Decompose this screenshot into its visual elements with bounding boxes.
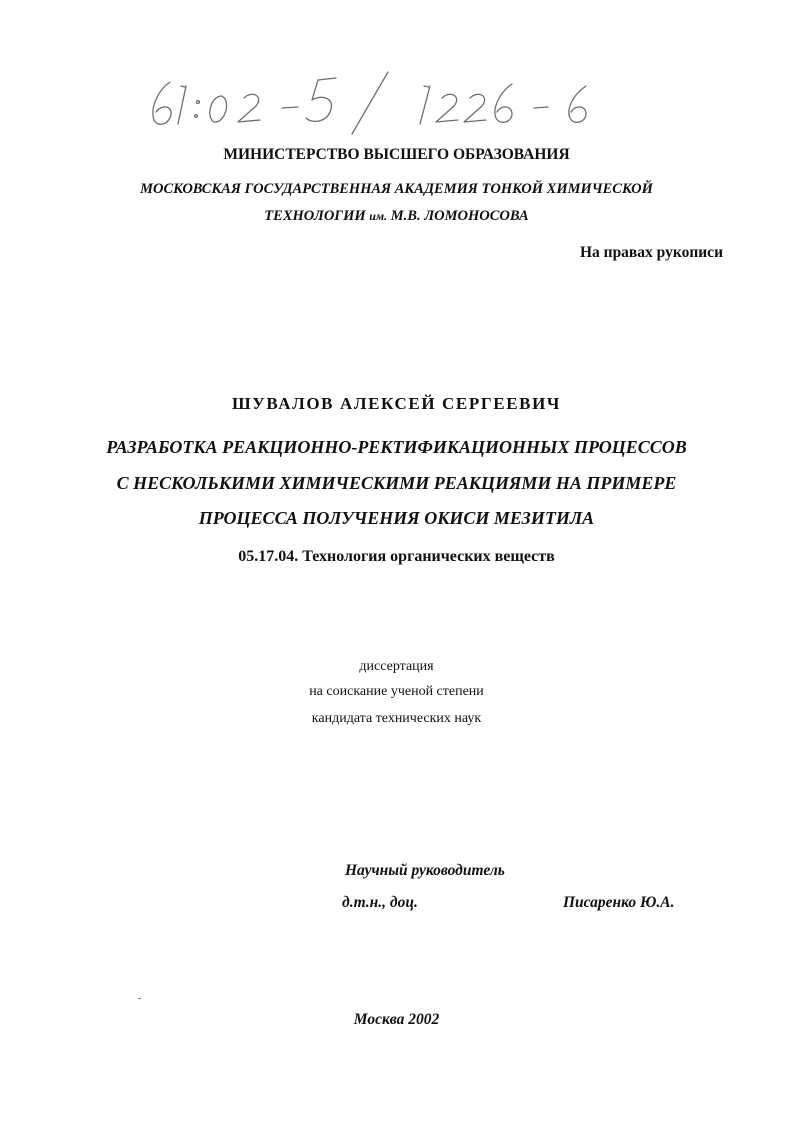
thesis-title-line-2: С НЕСКОЛЬКИМИ ХИМИЧЕСКИМИ РЕАКЦИЯМИ НА ПРИМЕРЕ: [116, 473, 677, 493]
academy-name-line-2: [0, 208, 793, 225]
academy-name-part-a: ТЕХНОЛОГИИ: [264, 208, 370, 224]
place-and-year: Москва 2002: [353, 1011, 440, 1028]
ministry-name: МИНИСТЕРСТВО ВЫСШЕГО ОБРАЗОВАНИЯ: [223, 146, 570, 163]
thesis-title-line-3: ПРОЦЕССА ПОЛУЧЕНИЯ ОКИСИ МЕЗИТИЛА: [198, 508, 595, 528]
handwritten-catalog-number: [140, 62, 610, 138]
advisor-degree: д.т.н., доц.: [342, 894, 418, 911]
academy-name-line-1: МОСКОВСКАЯ ГОСУДАРСТВЕННАЯ АКАДЕМИЯ ТОНКОЙ ХИМИЧЕСКОЙ: [140, 181, 653, 197]
manuscript-rights-note: На правах рукописи: [579, 244, 723, 261]
scan-speck: [138, 998, 141, 999]
advisor-name: Писаренко Ю.А.: [563, 894, 675, 911]
thesis-title-line-1: РАЗРАБОТКА РЕАКЦИОННО-РЕКТИФИКАЦИОННЫХ ПРОЦЕССОВ: [106, 437, 687, 457]
handwritten-number-graphic: [140, 62, 610, 138]
degree-name: кандидата технических наук: [311, 711, 482, 726]
degree-purpose: на соискание ученой степени: [309, 684, 484, 699]
academy-name-part-c: М.В. ЛОМОНОСОВА: [387, 208, 529, 224]
dissertation-label: диссертация: [359, 659, 434, 674]
academy-name-part-b: им.: [369, 209, 388, 223]
author-name: ШУВАЛОВ АЛЕКСЕЙ СЕРГЕЕВИЧ: [232, 394, 561, 413]
advisor-role: Научный руководитель: [345, 862, 505, 879]
specialty-code: 05.17.04. Технология органических веществ: [238, 548, 555, 565]
